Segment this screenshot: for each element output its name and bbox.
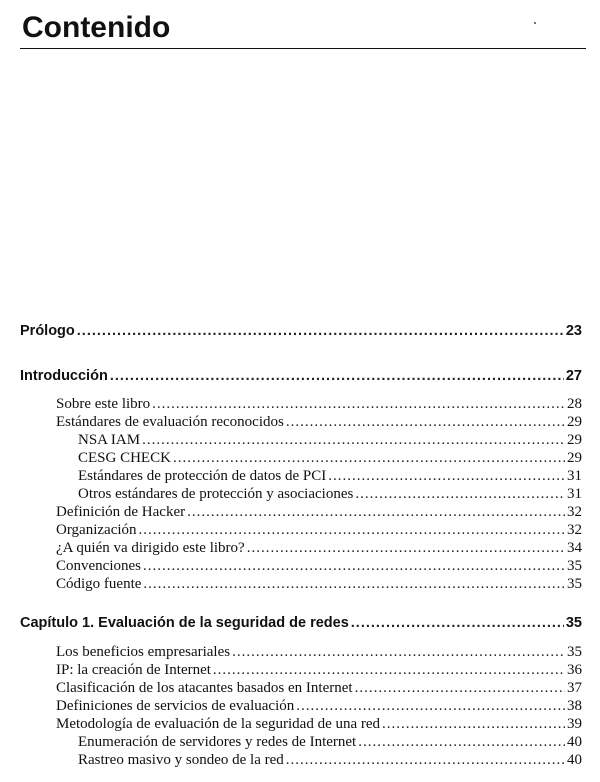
toc-entry-label: Metodología de evaluación de la seguridad de una red — [56, 716, 381, 732]
dot-leader — [187, 504, 565, 521]
toc-entry-label: IP: la creación de Internet — [56, 662, 211, 678]
dot-leader — [142, 432, 565, 449]
toc-entry[interactable] — [56, 504, 582, 521]
toc-entry[interactable] — [56, 540, 582, 557]
toc-entry[interactable] — [78, 752, 582, 769]
toc-entry-page: 28 — [567, 396, 582, 412]
toc-entry-label: Otros estándares de protección y asociaciones — [78, 486, 354, 502]
toc-entry[interactable] — [78, 486, 582, 503]
dot-leader — [328, 468, 565, 485]
toc-entry[interactable] — [56, 662, 582, 679]
toc-entry[interactable] — [56, 716, 582, 733]
dot-leader — [213, 662, 565, 679]
dot-leader — [232, 644, 565, 661]
toc-entry-page: 37 — [567, 680, 582, 696]
toc-entry-page: 35 — [567, 558, 582, 574]
page-title: Contenido — [22, 11, 171, 44]
toc-entry-label: Código fuente — [56, 576, 142, 592]
dot-leader — [77, 323, 564, 339]
toc-entry-label: NSA IAM — [78, 432, 141, 448]
toc-entry-label: CESG CHECK — [78, 450, 171, 466]
toc-entry[interactable] — [56, 576, 582, 593]
dot-leader — [152, 396, 565, 413]
toc-entry-label: Los beneficios empresariales — [56, 644, 231, 660]
dot-leader — [143, 558, 565, 575]
dot-leader — [355, 680, 565, 697]
toc-entry[interactable] — [56, 396, 582, 413]
toc-entry-page: 29 — [567, 414, 582, 430]
toc-entry-page: 29 — [567, 432, 582, 448]
dot-leader — [358, 734, 565, 751]
toc-entry-prologo[interactable] — [20, 323, 582, 339]
toc-entry-label: Organización — [56, 522, 137, 538]
toc-entry[interactable] — [78, 734, 582, 751]
dot-leader — [351, 615, 564, 631]
print-speck — [534, 22, 536, 24]
dot-leader — [382, 716, 565, 733]
toc-entry-introduccion[interactable] — [20, 368, 582, 384]
toc-entry-label: Introducción — [20, 368, 108, 384]
toc-entry-label: Definición de Hacker — [56, 504, 186, 520]
dot-leader — [173, 450, 565, 467]
toc-entry-label: Sobre este libro — [56, 396, 151, 412]
toc-entry-page: 29 — [567, 450, 582, 466]
dot-leader — [286, 414, 565, 431]
toc-entry-label: Clasificación de los atacantes basados en Internet — [56, 680, 353, 696]
toc-entry[interactable] — [78, 432, 582, 449]
dot-leader — [296, 698, 565, 715]
dot-leader — [286, 752, 565, 769]
toc-entry-label: Definiciones de servicios de evaluación — [56, 698, 295, 714]
toc-entry-label: Capítulo 1. Evaluación de la seguridad de redes — [20, 615, 349, 631]
toc-entry-label: Rastreo masivo y sondeo de la red — [78, 752, 284, 768]
toc-entry-page: 35 — [567, 576, 582, 592]
toc-entry[interactable] — [78, 468, 582, 485]
toc-entry-page: 32 — [567, 504, 582, 520]
toc-entry[interactable] — [78, 450, 582, 467]
toc-entry-page: 32 — [567, 522, 582, 538]
dot-leader — [143, 576, 565, 593]
toc-entry-page: 35 — [567, 644, 582, 660]
toc-entry[interactable] — [56, 414, 582, 431]
toc-entry-page: 34 — [567, 540, 582, 556]
toc-entry-page: 27 — [565, 368, 582, 384]
toc-entry-page: 38 — [567, 698, 582, 714]
toc-entry-page: 39 — [567, 716, 582, 732]
toc-entry-label: Prólogo — [20, 323, 75, 339]
toc-entry-label: Estándares de evaluación reconocidos — [56, 414, 284, 430]
toc-entry-page: 31 — [567, 486, 582, 502]
toc-entry[interactable] — [56, 558, 582, 575]
toc-entry-page: 31 — [567, 468, 582, 484]
toc-entry[interactable] — [56, 522, 582, 539]
toc-entry[interactable] — [56, 644, 582, 661]
dot-leader — [355, 486, 565, 503]
toc-entry-label: ¿A quién va dirigido este libro? — [56, 540, 245, 556]
title-divider — [20, 48, 586, 49]
toc-entry-page: 40 — [567, 734, 582, 750]
toc-entry-label: Enumeración de servidores y redes de Internet — [78, 734, 357, 750]
dot-leader — [139, 522, 565, 539]
toc-entry[interactable] — [56, 680, 582, 697]
toc-entry-capitulo-1[interactable] — [20, 615, 582, 631]
toc-entry-label: Estándares de protección de datos de PCI — [78, 468, 327, 484]
dot-leader — [110, 368, 564, 384]
toc-entry-page: 36 — [567, 662, 582, 678]
toc-entry-page: 35 — [565, 615, 582, 631]
toc-entry[interactable] — [56, 698, 582, 715]
toc-entry-page: 23 — [565, 323, 582, 339]
toc-entry-page: 40 — [567, 752, 582, 768]
toc-entry-label: Convenciones — [56, 558, 141, 574]
dot-leader — [247, 540, 565, 557]
